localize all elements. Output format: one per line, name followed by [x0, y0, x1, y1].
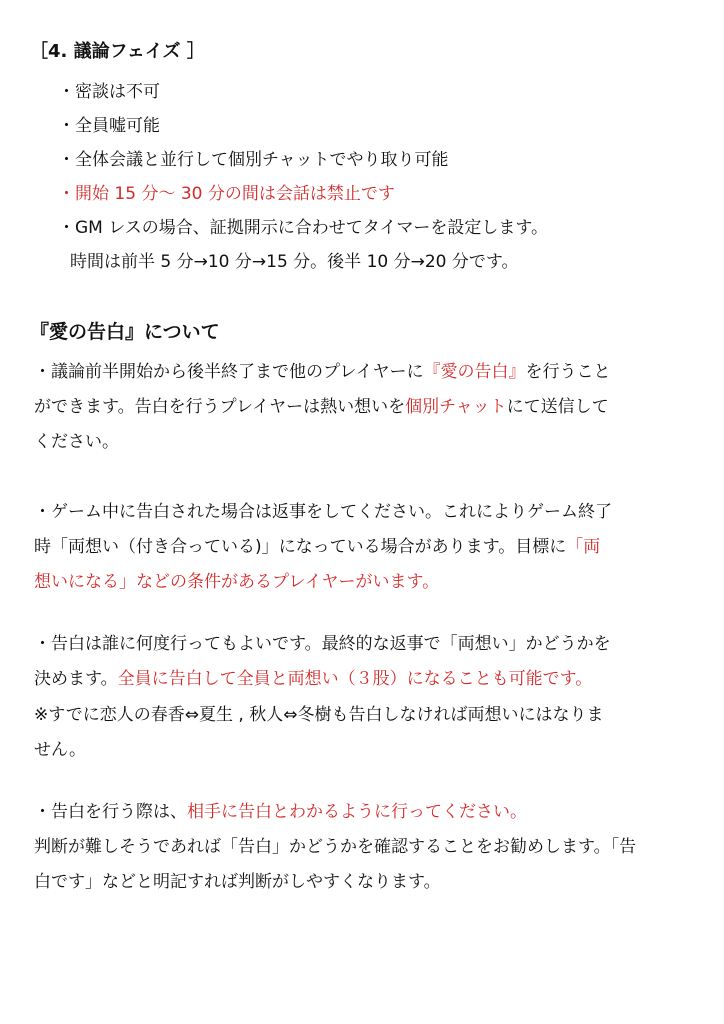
text-run-emphasis: 『愛の告白』 — [423, 362, 526, 382]
text-run: にて送信して — [506, 397, 609, 417]
paragraph-line-emphasis: 想いになる」などの条件があるプレイヤーがいます。 — [34, 572, 440, 592]
paragraph-line — [34, 360, 610, 384]
paragraph-line: せん。 — [34, 740, 87, 760]
paragraph-line: ※すでに恋人の春香⇔夏生 , 秋人⇔冬樹も告白しなければ両想いにはなりま — [34, 705, 604, 725]
text-run-emphasis: 相手に告白とわかるように行ってください。 — [187, 802, 527, 822]
text-run: 時「両想い（付き合っている)」になっている場合があります。目標に — [34, 537, 567, 557]
text-run: を行うこと — [525, 362, 611, 382]
text-run: ・議論前半開始から後半終了まで他のプレイヤーに — [34, 362, 424, 382]
paragraph-line: ・ゲーム中に告白された場合は返事をしてください。これによりゲーム終了 — [34, 502, 612, 522]
paragraph-line: 白です」などと明記すれば判断がしやすくなります。 — [34, 872, 441, 892]
rule-item: ・全体会議と並行して個別チャットでやり取り可能 — [58, 150, 449, 170]
section-heading: ［4. 議論フェイズ ］ — [30, 41, 205, 62]
rule-item: ・密談は不可 — [58, 82, 160, 102]
text-run: ができます。告白を行うプレイヤーは熱い想いを — [34, 397, 406, 417]
rule-item: ・全員嘘可能 — [58, 116, 160, 136]
paragraph-line — [34, 667, 592, 691]
paragraph-line: ・告白は誰に何度行ってもよいです。最終的な返事で「両想い」かどうかを — [34, 634, 611, 654]
text-run-emphasis: 「両 — [566, 537, 601, 557]
text-run: ・告白を行う際は、 — [34, 802, 187, 822]
paragraph-line — [34, 395, 609, 419]
paragraph-line — [34, 535, 600, 559]
paragraph-line: 判断が難しそうであれば「告白」かどうかを確認することをお勧めします。「告 — [34, 837, 637, 857]
text-run-emphasis: 個別チャット — [405, 397, 507, 417]
rule-item-emphasis: ・開始 15 分～ 30 分の間は会話は禁止です — [58, 184, 395, 204]
text-run-emphasis: 全員に告白して全員と両想い（３股）になることも可能です。 — [117, 669, 593, 689]
rule-item: ・GM レスの場合、証拠開示に合わせてタイマーを設定します。 — [58, 218, 549, 238]
rule-item-continuation: 時間は前半 5 分→10 分→15 分。後半 10 分→20 分です。 — [70, 252, 519, 272]
text-run: 決めます。 — [34, 669, 118, 689]
paragraph-line — [34, 800, 527, 824]
paragraph-line: ください。 — [34, 432, 119, 452]
love-heading: 『愛の告白』について — [30, 321, 220, 343]
